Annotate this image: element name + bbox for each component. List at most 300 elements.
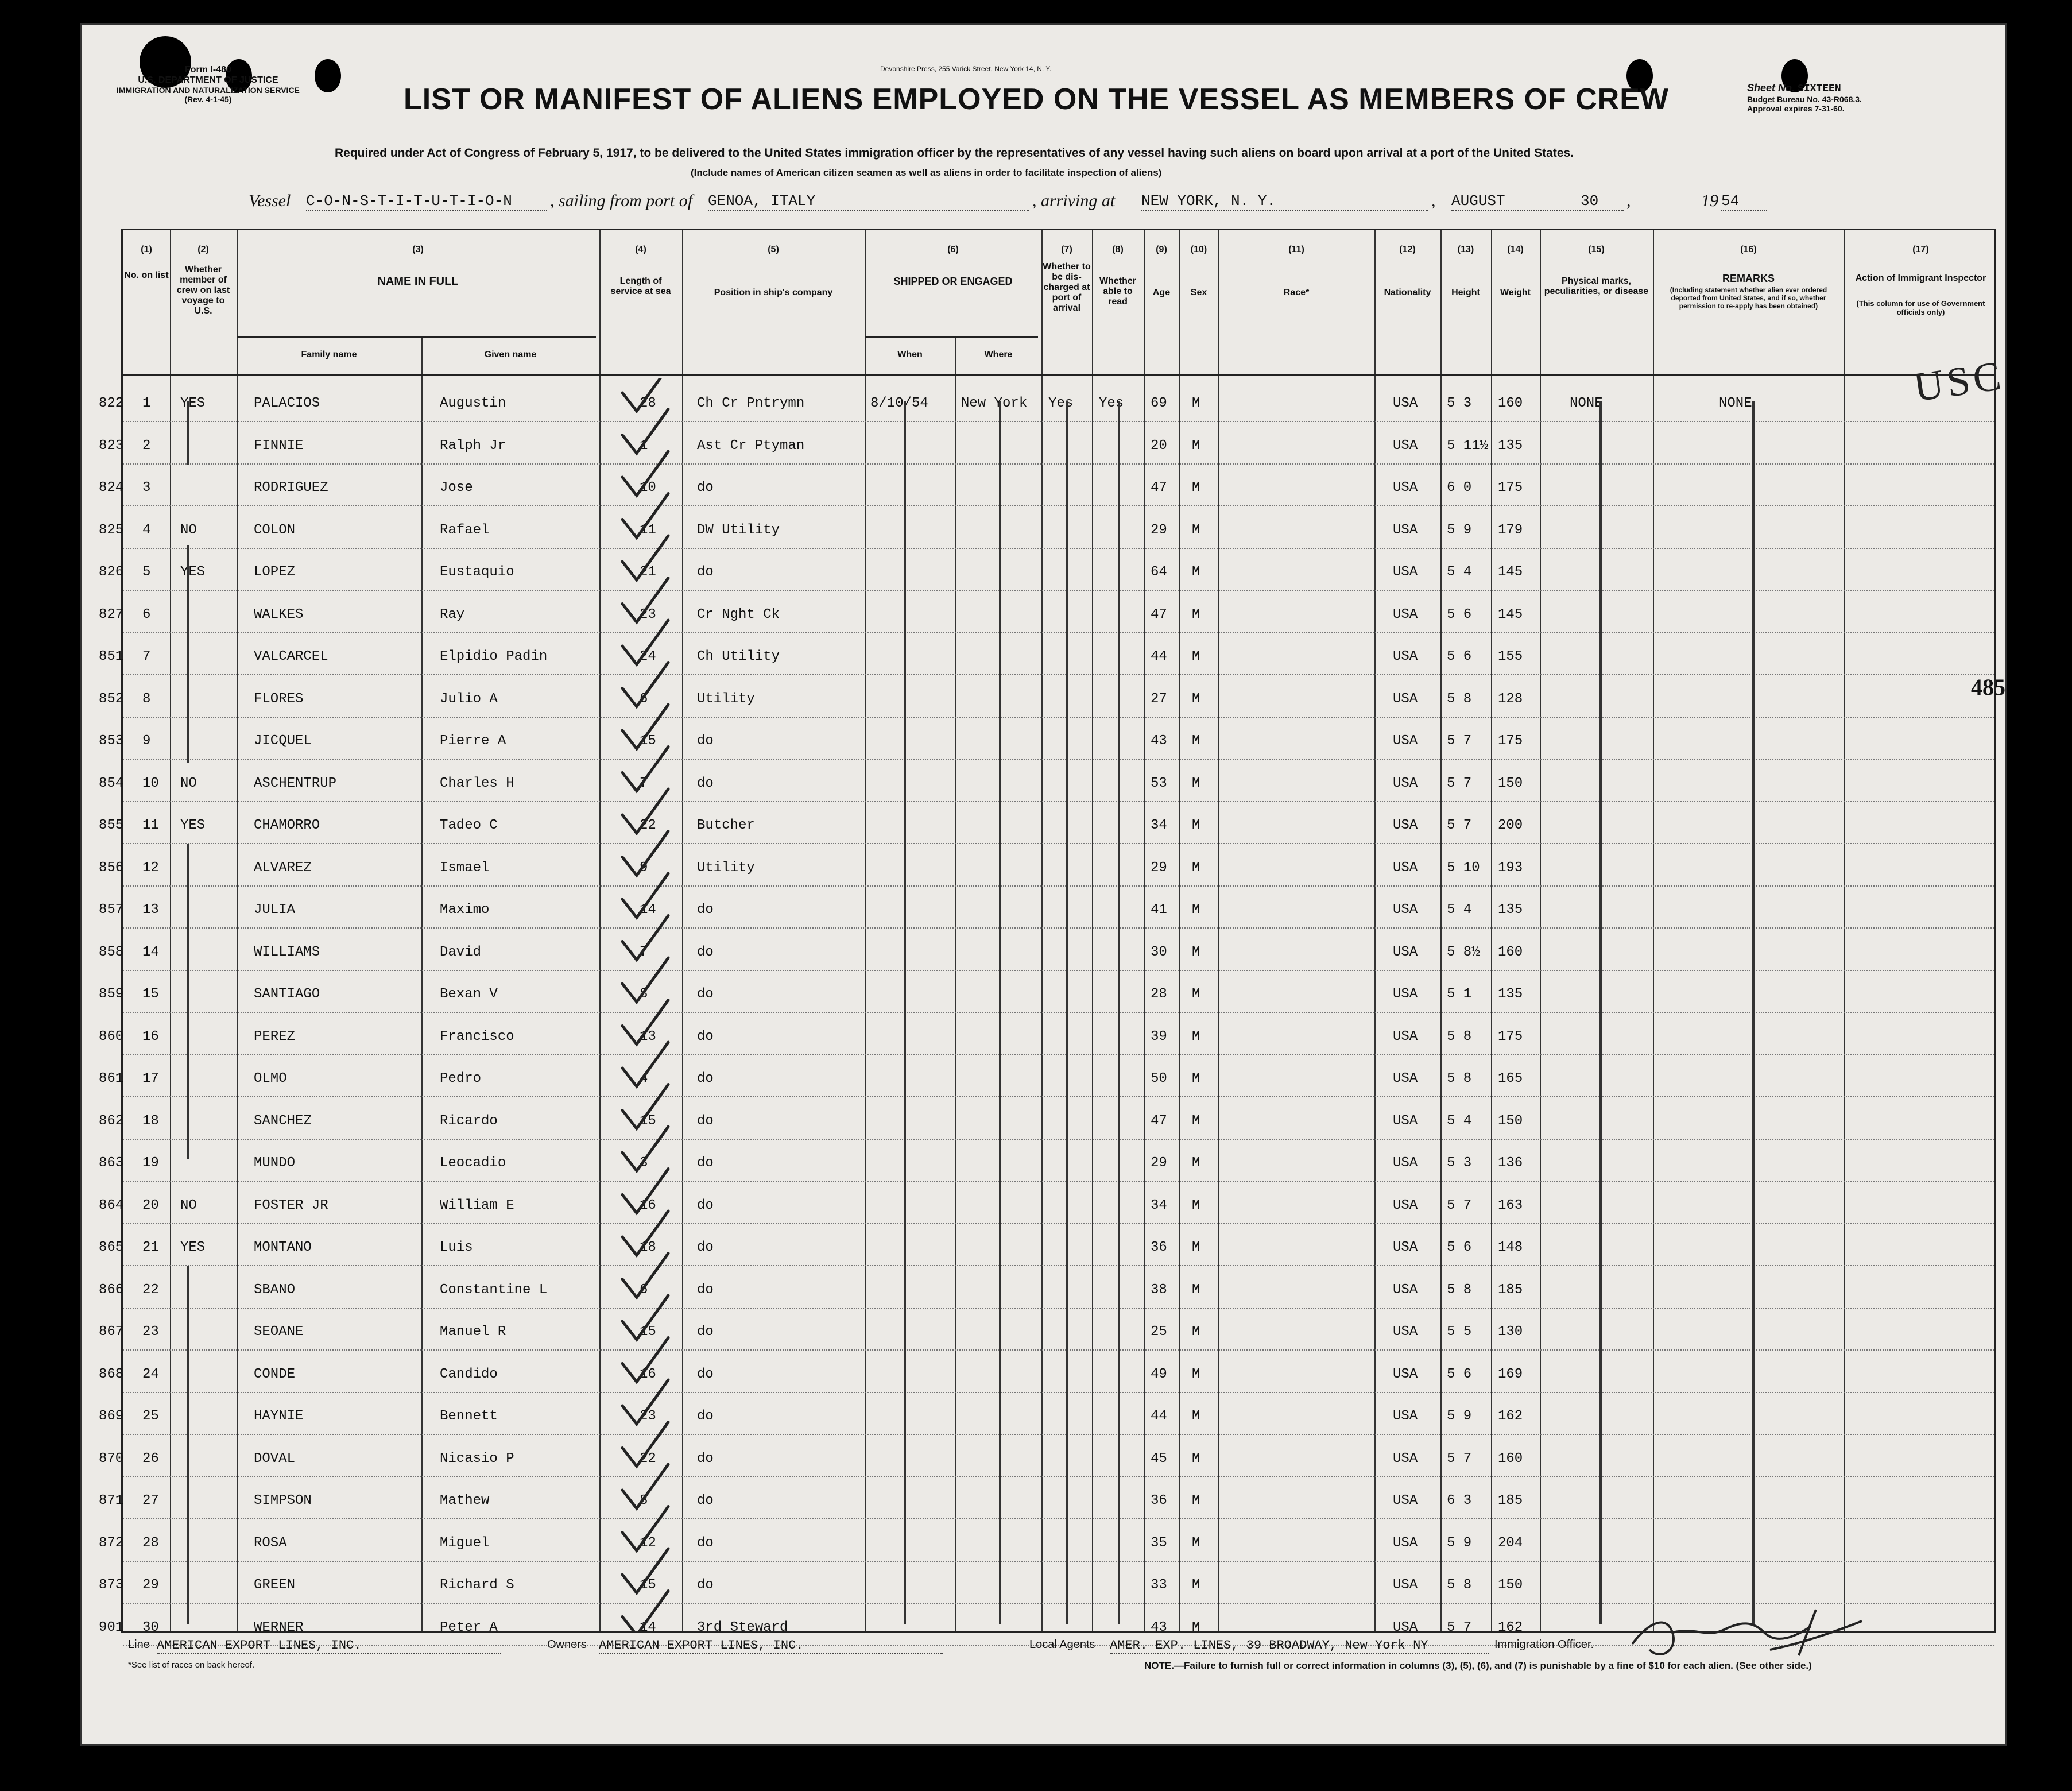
col-num: (16) bbox=[1740, 245, 1757, 254]
height: 5 6 bbox=[1447, 1240, 1472, 1255]
age: 43 bbox=[1151, 733, 1167, 749]
given-name: Pedro bbox=[440, 1071, 482, 1086]
weight: 148 bbox=[1498, 1240, 1523, 1255]
given-name: Nicasio P bbox=[440, 1450, 514, 1467]
arrival-day: 30 bbox=[1581, 192, 1599, 210]
sailing-label: , sailing from port of bbox=[550, 191, 693, 210]
remarks: NONE bbox=[1719, 396, 1752, 411]
service-length: 16 bbox=[640, 1197, 656, 1213]
check-mark bbox=[622, 1464, 668, 1508]
header-discharged: Whether to be dis-charged at port of arrival bbox=[1043, 262, 1091, 313]
page-title: LIST OR MANIFEST OF ALIENS EMPLOYED ON THE VESSEL AS MEMBERS OF CREW bbox=[404, 83, 1669, 116]
given-name: Manuel R bbox=[440, 1324, 506, 1340]
family-name: CONDE bbox=[254, 1366, 296, 1382]
position: do bbox=[697, 1577, 714, 1593]
races-note: *See list of races on back hereof. bbox=[128, 1660, 255, 1670]
check-mark bbox=[622, 1000, 668, 1045]
row-number: 27 bbox=[142, 1493, 159, 1508]
position: do bbox=[697, 1240, 714, 1255]
nationality: USA bbox=[1393, 1577, 1418, 1593]
height: 5 7 bbox=[1447, 733, 1472, 749]
nationality: USA bbox=[1393, 1155, 1418, 1171]
check-mark bbox=[622, 1422, 668, 1467]
row-number: 7 bbox=[142, 649, 151, 664]
nationality: USA bbox=[1393, 1113, 1418, 1129]
form-revision: (Rev. 4-1-45) bbox=[184, 95, 232, 104]
row-number: 29 bbox=[142, 1577, 159, 1593]
sex: M bbox=[1192, 438, 1200, 454]
col-num: (13) bbox=[1457, 245, 1474, 254]
weight: 160 bbox=[1498, 396, 1523, 411]
row-index: 863 bbox=[99, 1155, 124, 1171]
weight: 162 bbox=[1498, 1619, 1523, 1635]
sex: M bbox=[1192, 775, 1200, 791]
sex: M bbox=[1192, 691, 1200, 707]
weight: 193 bbox=[1498, 860, 1523, 876]
sex: M bbox=[1192, 1577, 1200, 1593]
age: 35 bbox=[1151, 1535, 1167, 1551]
age: 47 bbox=[1151, 1113, 1167, 1129]
position: do bbox=[697, 1366, 714, 1382]
header-service-length: Length of service at sea bbox=[610, 276, 671, 296]
position: do bbox=[697, 944, 714, 960]
page-stamp: 485 bbox=[1971, 674, 2005, 700]
nationality: USA bbox=[1393, 1197, 1418, 1213]
weight: 145 bbox=[1498, 606, 1523, 622]
age: 64 bbox=[1151, 564, 1167, 580]
row-index: 855 bbox=[99, 818, 124, 833]
sex: M bbox=[1192, 1028, 1200, 1045]
height: 5 10 bbox=[1447, 860, 1480, 876]
nationality: USA bbox=[1393, 1282, 1418, 1298]
height: 5 4 bbox=[1447, 564, 1472, 580]
position: Ast Cr Ptyman bbox=[697, 438, 805, 454]
given-name: Richard S bbox=[440, 1577, 514, 1593]
height: 5 8 bbox=[1447, 1028, 1472, 1045]
service-length: 8 bbox=[640, 987, 648, 1002]
row-index: 873 bbox=[99, 1577, 124, 1593]
nationality: USA bbox=[1393, 1493, 1418, 1508]
physical-marks: NONE bbox=[1570, 396, 1603, 411]
header-shipped-engaged: SHIPPED OR ENGAGED bbox=[893, 276, 1013, 287]
family-name: FINNIE bbox=[254, 438, 304, 454]
weight: 204 bbox=[1498, 1535, 1523, 1551]
arrival-port: NEW YORK, N. Y. bbox=[1141, 192, 1428, 211]
weight: 163 bbox=[1498, 1197, 1523, 1213]
col-num: (7) bbox=[1061, 245, 1072, 254]
department: U.S. DEPARTMENT OF JUSTICE bbox=[138, 75, 278, 85]
position: do bbox=[697, 1197, 714, 1213]
position: do bbox=[697, 564, 714, 580]
given-name: Pierre A bbox=[440, 733, 506, 749]
age: 38 bbox=[1151, 1282, 1167, 1298]
nationality: USA bbox=[1393, 606, 1418, 622]
sex: M bbox=[1192, 860, 1200, 876]
position: Utility bbox=[697, 860, 755, 876]
family-name: SIMPSON bbox=[254, 1493, 312, 1508]
nationality: USA bbox=[1393, 1535, 1418, 1551]
position: do bbox=[697, 1409, 714, 1424]
service-length: 23 bbox=[640, 1409, 656, 1424]
given-name: Elpidio Padin bbox=[440, 649, 548, 664]
row-index: 854 bbox=[99, 775, 124, 791]
weight: 150 bbox=[1498, 1113, 1523, 1129]
service-length: 16 bbox=[640, 1366, 656, 1382]
position: Utility bbox=[697, 691, 755, 707]
position: do bbox=[697, 902, 714, 918]
sex: M bbox=[1192, 606, 1200, 622]
position: do bbox=[697, 1155, 714, 1171]
age: 25 bbox=[1151, 1324, 1167, 1340]
vessel-name: C-O-N-S-T-I-T-U-T-I-O-N bbox=[306, 192, 547, 211]
owners-label: Owners bbox=[547, 1638, 587, 1651]
nationality: USA bbox=[1393, 691, 1418, 707]
row-index: 859 bbox=[99, 987, 124, 1002]
header-no-on-list: No. on list bbox=[124, 270, 169, 280]
service-length: 21 bbox=[640, 564, 656, 580]
row-number: 11 bbox=[142, 818, 159, 833]
header-given-name: Given name bbox=[484, 350, 537, 359]
service-length: 8 bbox=[640, 1493, 648, 1508]
row-number: 28 bbox=[142, 1535, 159, 1551]
crew-table bbox=[99, 229, 1996, 1635]
position: do bbox=[697, 1450, 714, 1467]
check-mark bbox=[622, 831, 668, 876]
row-index: 871 bbox=[99, 1493, 124, 1508]
age: 28 bbox=[1151, 987, 1167, 1002]
nationality: USA bbox=[1393, 860, 1418, 876]
sex: M bbox=[1192, 522, 1200, 538]
row-index: 825 bbox=[99, 522, 124, 538]
family-name: WALKES bbox=[254, 606, 304, 622]
position: do bbox=[697, 1028, 714, 1045]
row-number: 16 bbox=[142, 1028, 159, 1045]
discharged: Yes bbox=[1048, 396, 1074, 411]
age: 36 bbox=[1151, 1240, 1167, 1255]
position: do bbox=[697, 1324, 714, 1340]
check-mark bbox=[622, 747, 668, 791]
shipped-where: New York bbox=[961, 396, 1028, 411]
vessel-label: Vessel bbox=[249, 191, 291, 210]
nationality: USA bbox=[1393, 396, 1418, 411]
height: 5 8 bbox=[1447, 1071, 1472, 1086]
shipped-when: 8/10/54 bbox=[870, 396, 928, 411]
approval-expiry: Approval expires 7-31-60. bbox=[1747, 104, 1845, 113]
prev-voyage: YES bbox=[180, 564, 206, 580]
year-prefix: 19 bbox=[1701, 191, 1718, 210]
family-name: LOPEZ bbox=[254, 564, 296, 580]
check-mark bbox=[622, 1085, 668, 1129]
vessel-line: Vessel C-O-N-S-T-I-T-U-T-I-O-N , sailing from port of GENOA, ITALY , arriving at NEW YORK, N. Y. , AUGUST 30 , 19 54 bbox=[249, 191, 1856, 215]
service-length: 3 bbox=[640, 1155, 648, 1171]
age: 30 bbox=[1151, 944, 1167, 960]
row-number: 20 bbox=[142, 1197, 159, 1213]
row-number: 12 bbox=[142, 860, 159, 876]
check-mark bbox=[622, 536, 668, 580]
age: 34 bbox=[1151, 818, 1167, 833]
row-index: 851 bbox=[99, 649, 124, 664]
height: 5 7 bbox=[1447, 818, 1472, 833]
given-name: Constantine L bbox=[440, 1282, 548, 1298]
weight: 155 bbox=[1498, 649, 1523, 664]
check-mark bbox=[622, 1169, 668, 1213]
age: 39 bbox=[1151, 1028, 1167, 1045]
family-name: MONTANO bbox=[254, 1240, 312, 1255]
nationality: USA bbox=[1393, 944, 1418, 960]
check-mark bbox=[622, 1211, 668, 1255]
position: do bbox=[697, 1113, 714, 1129]
prev-voyage: NO bbox=[180, 1197, 197, 1213]
sex: M bbox=[1192, 818, 1200, 833]
nationality: USA bbox=[1393, 564, 1418, 580]
position: 3rd Steward bbox=[697, 1619, 788, 1635]
sheet-number-block bbox=[1747, 82, 1862, 113]
row-number: 18 bbox=[142, 1113, 159, 1129]
position: do bbox=[697, 987, 714, 1002]
age: 53 bbox=[1151, 775, 1167, 791]
row-index: 864 bbox=[99, 1197, 124, 1213]
row-number: 15 bbox=[142, 987, 159, 1002]
service-length: 23 bbox=[640, 606, 656, 622]
col-num: (3) bbox=[412, 245, 424, 254]
weight: 150 bbox=[1498, 1577, 1523, 1593]
age: 47 bbox=[1151, 480, 1167, 496]
check-mark bbox=[622, 451, 668, 496]
check-mark bbox=[622, 1507, 668, 1551]
height: 5 5 bbox=[1447, 1324, 1472, 1340]
family-name: JULIA bbox=[254, 902, 296, 918]
age: 47 bbox=[1151, 606, 1167, 622]
weight: 145 bbox=[1498, 564, 1523, 580]
sailing-port: GENOA, ITALY bbox=[708, 192, 1029, 211]
header-remarks-note: (Including statement whether alien ever ordered deported from United States, and if so, whether permission to re-apply has been obtained) bbox=[1670, 286, 1827, 310]
service-length: 12 bbox=[640, 1535, 656, 1551]
sheet-label: Sheet No. bbox=[1747, 82, 1795, 94]
position: DW Utility bbox=[697, 522, 780, 538]
service-length: 10 bbox=[640, 480, 656, 496]
row-index: 823 bbox=[99, 438, 124, 454]
position: Cr Nght Ck bbox=[697, 606, 780, 622]
check-mark bbox=[622, 578, 668, 622]
service-length: 15 bbox=[640, 1324, 656, 1340]
check-mark bbox=[622, 873, 668, 918]
nationality: USA bbox=[1393, 775, 1418, 791]
given-name: Ray bbox=[440, 606, 465, 622]
penalty-note: NOTE.—Failure to furnish full or correct information in columns (3), (5), (6), and (7) is punishable by a fine of $10 for each alien. (See other side.) bbox=[1144, 1660, 1812, 1671]
col-num: (4) bbox=[635, 245, 646, 254]
row-index: 865 bbox=[99, 1240, 124, 1255]
family-name: COLON bbox=[254, 522, 296, 538]
row-number: 30 bbox=[142, 1619, 159, 1635]
age: 29 bbox=[1151, 1155, 1167, 1171]
able-to-read: Yes bbox=[1099, 396, 1124, 411]
header-when: When bbox=[897, 350, 923, 359]
nationality: USA bbox=[1393, 1409, 1418, 1424]
height: 5 6 bbox=[1447, 649, 1472, 664]
given-name: Charles H bbox=[440, 775, 514, 791]
position: do bbox=[697, 1493, 714, 1508]
col-num: (11) bbox=[1288, 245, 1304, 254]
height: 5 6 bbox=[1447, 1366, 1472, 1382]
given-name: Eustaquio bbox=[440, 564, 514, 580]
header-nationality: Nationality bbox=[1384, 288, 1431, 297]
given-name: Augustin bbox=[440, 396, 506, 411]
required-statement: Required under Act of Congress of February 5, 1917, to be delivered to the United States immigration officer by the representatives of any vessel having such aliens on board upon arrival at a port of the United States. bbox=[335, 146, 1574, 160]
sex: M bbox=[1192, 1282, 1200, 1298]
check-mark bbox=[622, 409, 668, 454]
nationality: USA bbox=[1393, 733, 1418, 749]
owners-value: AMERICAN EXPORT LINES, INC. bbox=[599, 1638, 943, 1654]
age: 49 bbox=[1151, 1366, 1167, 1382]
row-index: 867 bbox=[99, 1324, 124, 1340]
check-mark bbox=[622, 1254, 668, 1298]
nationality: USA bbox=[1393, 1450, 1418, 1467]
row-number: 22 bbox=[142, 1282, 159, 1298]
age: 50 bbox=[1151, 1071, 1167, 1086]
header-weight: Weight bbox=[1500, 288, 1531, 297]
header-position: Position in ship's company bbox=[714, 288, 833, 297]
given-name: Jose bbox=[440, 480, 473, 496]
check-mark bbox=[622, 1338, 668, 1382]
age: 36 bbox=[1151, 1493, 1167, 1508]
row-number: 2 bbox=[142, 438, 151, 454]
sex: M bbox=[1192, 564, 1200, 580]
sex: M bbox=[1192, 1409, 1200, 1424]
check-mark bbox=[622, 1042, 668, 1086]
row-number: 4 bbox=[142, 522, 151, 538]
given-name: Francisco bbox=[440, 1028, 514, 1045]
officer-label: Immigration Officer. bbox=[1494, 1638, 1594, 1651]
col-num: (8) bbox=[1112, 245, 1124, 254]
weight: 175 bbox=[1498, 1028, 1523, 1045]
weight: 175 bbox=[1498, 480, 1523, 496]
given-name: Ismael bbox=[440, 860, 490, 876]
age: 34 bbox=[1151, 1197, 1167, 1213]
height: 5 3 bbox=[1447, 396, 1472, 411]
nationality: USA bbox=[1393, 1324, 1418, 1340]
height: 5 4 bbox=[1447, 902, 1472, 918]
row-number: 1 bbox=[142, 396, 151, 411]
service-length: 28 bbox=[640, 396, 656, 411]
position: do bbox=[697, 480, 714, 496]
given-name: William E bbox=[440, 1197, 514, 1213]
weight: 200 bbox=[1498, 818, 1523, 833]
service-length: 14 bbox=[640, 1619, 656, 1635]
row-number: 19 bbox=[142, 1155, 159, 1171]
row-index: 869 bbox=[99, 1409, 124, 1424]
family-name: GREEN bbox=[254, 1577, 296, 1593]
check-mark bbox=[622, 1591, 668, 1634]
weight: 150 bbox=[1498, 775, 1523, 791]
nationality: USA bbox=[1393, 902, 1418, 918]
weight: 135 bbox=[1498, 902, 1523, 918]
form-identifier bbox=[117, 65, 300, 104]
row-number: 5 bbox=[142, 564, 151, 580]
height: 5 8½ bbox=[1447, 944, 1480, 960]
given-name: Peter A bbox=[440, 1619, 498, 1635]
row-index: 872 bbox=[99, 1535, 124, 1551]
sex: M bbox=[1192, 396, 1200, 411]
family-name: HAYNIE bbox=[254, 1409, 304, 1424]
age: 41 bbox=[1151, 902, 1167, 918]
nationality: USA bbox=[1393, 1619, 1418, 1635]
weight: 160 bbox=[1498, 944, 1523, 960]
family-name: RODRIGUEZ bbox=[254, 480, 328, 496]
family-name: VALCARCEL bbox=[254, 649, 328, 664]
sex: M bbox=[1192, 480, 1200, 496]
check-mark bbox=[622, 620, 668, 664]
age: 27 bbox=[1151, 691, 1167, 707]
family-name: PEREZ bbox=[254, 1028, 296, 1045]
height: 5 8 bbox=[1447, 691, 1472, 707]
sex: M bbox=[1192, 902, 1200, 918]
check-mark bbox=[622, 1127, 668, 1171]
row-number: 13 bbox=[142, 902, 159, 918]
given-name: Ralph Jr bbox=[440, 438, 506, 454]
sex: M bbox=[1192, 1240, 1200, 1255]
family-name: SBANO bbox=[254, 1282, 296, 1298]
check-mark bbox=[622, 494, 668, 538]
weight: 165 bbox=[1498, 1071, 1523, 1086]
row-index: 827 bbox=[99, 606, 124, 622]
given-name: Miguel bbox=[440, 1535, 490, 1551]
officer-signature bbox=[1626, 1598, 1868, 1667]
age: 45 bbox=[1151, 1450, 1167, 1467]
height: 5 9 bbox=[1447, 1409, 1472, 1424]
nationality: USA bbox=[1393, 987, 1418, 1002]
sex: M bbox=[1192, 1366, 1200, 1382]
family-name: FLORES bbox=[254, 691, 304, 707]
position: do bbox=[697, 775, 714, 791]
sex: M bbox=[1192, 649, 1200, 664]
height: 5 9 bbox=[1447, 1535, 1472, 1551]
position: do bbox=[697, 1071, 714, 1086]
family-name: SANTIAGO bbox=[254, 987, 320, 1002]
family-name: DOVAL bbox=[254, 1450, 296, 1467]
nationality: USA bbox=[1393, 818, 1418, 833]
nationality: USA bbox=[1393, 480, 1418, 496]
header-able-to-read: Whether able to read bbox=[1099, 276, 1136, 307]
header-prev-voyage: Whether member of crew on last voyage to U.S. bbox=[176, 265, 230, 316]
service-length: 18 bbox=[640, 1240, 656, 1255]
position: Ch Utility bbox=[697, 649, 780, 664]
weight: 135 bbox=[1498, 987, 1523, 1002]
age: 69 bbox=[1151, 396, 1167, 411]
sex: M bbox=[1192, 1535, 1200, 1551]
check-mark bbox=[622, 378, 668, 411]
given-name: Maximo bbox=[440, 902, 490, 918]
family-name: ROSA bbox=[254, 1535, 287, 1551]
family-name: JICQUEL bbox=[254, 733, 312, 749]
agents-label: Local Agents bbox=[1029, 1638, 1095, 1651]
row-index: 856 bbox=[99, 860, 124, 876]
budget-bureau: Budget Bureau No. 43-R068.3. bbox=[1747, 95, 1862, 104]
service-length: 7 bbox=[640, 944, 648, 960]
weight: 185 bbox=[1498, 1282, 1523, 1298]
family-name: MUNDO bbox=[254, 1155, 296, 1171]
given-name: Candido bbox=[440, 1366, 498, 1382]
sex: M bbox=[1192, 1113, 1200, 1129]
service-length: 14 bbox=[640, 902, 656, 918]
sex: M bbox=[1192, 944, 1200, 960]
age: 44 bbox=[1151, 649, 1167, 664]
weight: 185 bbox=[1498, 1493, 1523, 1508]
position: do bbox=[697, 1282, 714, 1298]
weight: 175 bbox=[1498, 733, 1523, 749]
row-index: 858 bbox=[99, 944, 124, 960]
position: Ch Cr Pntrymn bbox=[697, 396, 805, 411]
sex: M bbox=[1192, 1197, 1200, 1213]
